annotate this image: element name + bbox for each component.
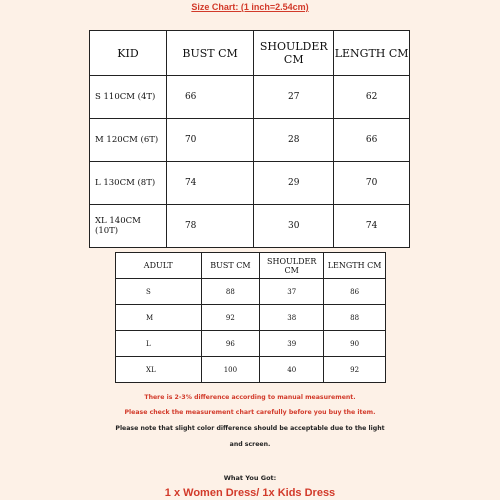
kid-length-cell: 70 xyxy=(334,162,410,205)
adult-bust-cell: 100 xyxy=(201,357,260,383)
kid-shoulder-cell: 29 xyxy=(254,162,334,205)
adult-size-cell: XL xyxy=(116,357,202,383)
adult-length-cell: 88 xyxy=(324,305,386,331)
kid-length-cell: 62 xyxy=(334,76,410,119)
table-row xyxy=(90,119,410,162)
adult-bust-cell: 92 xyxy=(201,305,260,331)
adult-header-cell: BUST CM xyxy=(201,253,260,279)
adult-length-cell: 90 xyxy=(324,331,386,357)
table-row xyxy=(116,305,386,331)
size-chart-title: Size Chart: (1 inch=2.54cm) xyxy=(191,2,309,12)
adult-bust-cell: 88 xyxy=(201,279,260,305)
kid-size-cell: S 110CM (4T) xyxy=(90,76,167,119)
color-difference-note: Please note that slight color difference should be acceptable due to the light xyxy=(115,425,385,432)
kid-length-cell: 66 xyxy=(334,119,410,162)
table-row xyxy=(90,162,410,205)
kid-size-cell: L 130CM (8T) xyxy=(90,162,167,205)
table-row xyxy=(90,205,410,248)
check-chart-note: Please check the measurement chart carefully before you buy the item. xyxy=(124,409,376,416)
kid-bust-cell: 74 xyxy=(166,162,253,205)
adult-length-cell: 86 xyxy=(324,279,386,305)
kid-length-cell: 74 xyxy=(334,205,410,248)
adult-shoulder-cell: 40 xyxy=(260,357,324,383)
table-row xyxy=(116,331,386,357)
kid-header-cell: SHOULDER CM xyxy=(254,31,334,76)
adult-header-cell: ADULT xyxy=(116,253,202,279)
kid-bust-cell: 66 xyxy=(166,76,253,119)
kid-shoulder-cell: 28 xyxy=(254,119,334,162)
adult-shoulder-cell: 38 xyxy=(260,305,324,331)
adult-shoulder-cell: 39 xyxy=(260,331,324,357)
color-difference-note-continued: and screen. xyxy=(229,441,271,448)
adult-shoulder-cell: 37 xyxy=(260,279,324,305)
table-row xyxy=(90,76,410,119)
kid-header-cell: KID xyxy=(90,31,167,76)
kid-bust-cell: 78 xyxy=(166,205,253,248)
what-you-got-heading: What You Got: xyxy=(223,474,277,482)
adult-size-cell: L xyxy=(116,331,202,357)
kid-size-cell: M 120CM (6T) xyxy=(90,119,167,162)
kid-shoulder-cell: 27 xyxy=(254,76,334,119)
kid-shoulder-cell: 30 xyxy=(254,205,334,248)
kid-size-table xyxy=(89,30,410,248)
kid-table-header xyxy=(90,31,410,76)
kid-bust-cell: 70 xyxy=(166,119,253,162)
adult-size-cell: S xyxy=(116,279,202,305)
adult-size-table xyxy=(115,252,386,383)
adult-bust-cell: 96 xyxy=(201,331,260,357)
adult-table-header xyxy=(116,253,386,279)
measurement-difference-note: There is 2-3% difference according to manual measurement. xyxy=(144,394,356,401)
adult-length-cell: 92 xyxy=(324,357,386,383)
kid-header-cell: BUST CM xyxy=(166,31,253,76)
kid-header-cell: LENGTH CM xyxy=(334,31,410,76)
kid-size-cell: XL 140CM (10T) xyxy=(90,205,167,248)
package-contents: 1 x Women Dress/ 1x Kids Dress xyxy=(164,487,336,499)
table-row xyxy=(116,279,386,305)
table-row xyxy=(116,357,386,383)
adult-header-cell: SHOULDER CM xyxy=(260,253,324,279)
adult-header-cell: LENGTH CM xyxy=(324,253,386,279)
adult-size-cell: M xyxy=(116,305,202,331)
